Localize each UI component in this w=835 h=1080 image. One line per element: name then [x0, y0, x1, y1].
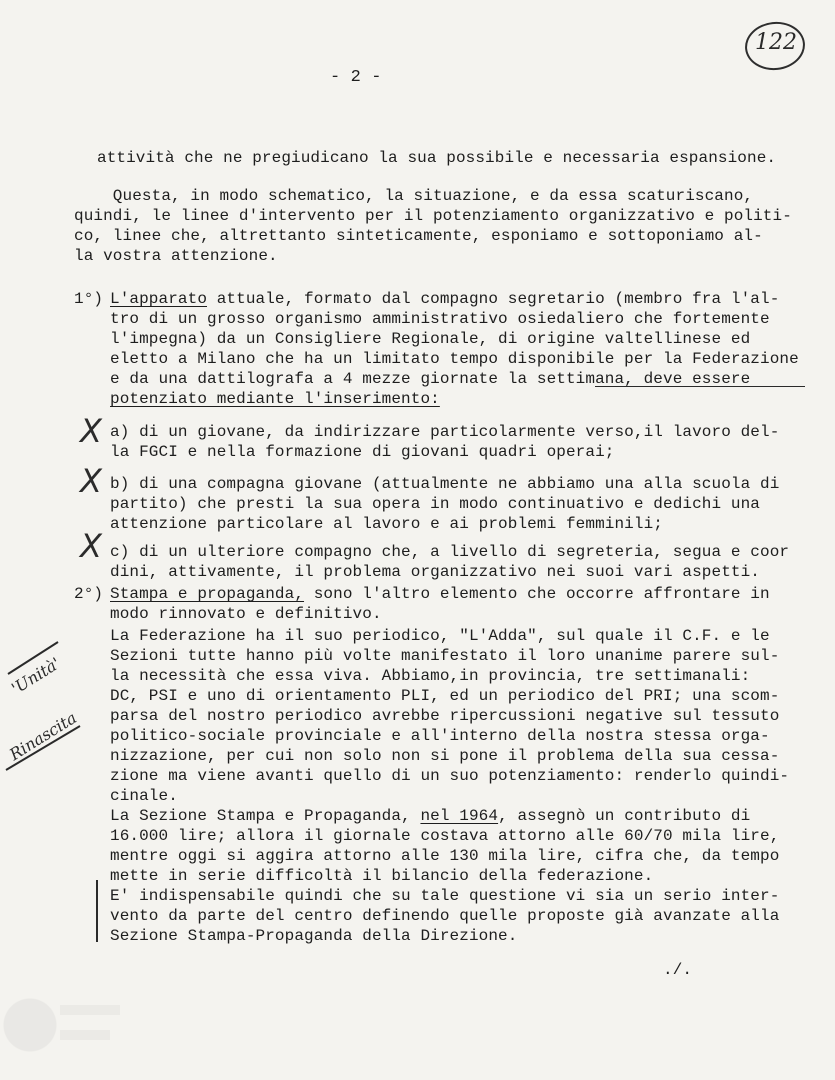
handwritten-x-mark: X — [80, 412, 102, 450]
item-line: nizzazione, per cui non solo non si pone il problema della sua cessa- — [110, 747, 780, 765]
subitem-line: dini, attivamente, il problema organizzativo nei suoi vari aspetti. — [110, 563, 761, 581]
item-line: e da una dattilografa a 4 mezze giornate la settimana, deve essere — [110, 370, 751, 388]
item-line: parsa del nostro periodico avrebbe ripercussioni negative sul tessuto — [110, 707, 780, 725]
paragraph-continuation: attività che ne pregiudicano la sua possibile e necessaria espansione. — [97, 149, 777, 167]
item-line — [110, 289, 779, 309]
item-line: DC, PSI e uno di orientamento PLI, ed un periodico del PRI; una scom- — [110, 687, 780, 705]
item-line: modo rinnovato e definitivo. — [110, 605, 382, 623]
item-line: Sezioni tutte hanno più volte manifestato il loro unanime parere sul- — [110, 647, 780, 665]
underlined-year: nel 1964 — [420, 807, 499, 825]
subitem-line: la FGCI e nella formazione di giovani quadri operai; — [110, 443, 615, 461]
item-number: 1°) — [74, 290, 104, 308]
item-line: politico-sociale provinciale e all'interno della nostra stessa orga- — [110, 727, 770, 745]
paragraph-line: la vostra attenzione. — [74, 247, 278, 265]
item-line: mette in serie difficoltà il bilancio della federazione. — [110, 867, 654, 885]
margin-note-line: 'Unità' — [8, 653, 64, 699]
item-lead: L'apparato — [110, 290, 208, 308]
item-line: 16.000 lire; allora il giornale costava attorno alle 60/70 mila lire, — [110, 827, 780, 845]
handwritten-x-mark: X — [80, 462, 102, 500]
item-line: l'impegna) da un Consigliere Regionale, di origine valtellinese ed — [110, 330, 751, 348]
item-text: sono l'altro elemento che occorre affrontare in — [304, 585, 770, 603]
item-line — [110, 584, 770, 604]
subitem-line: a) di un giovane, da indirizzare particolarmente verso,il lavoro del- — [110, 423, 780, 441]
item-line: vento da parte del centro definendo quelle proposte già avanzate alla — [110, 907, 780, 925]
item-text: attuale, formato dal compagno segretario (membro fra l'al- — [207, 290, 780, 308]
item-line: zione ma viene avanti quello di un suo potenziamento: renderlo quindi- — [110, 767, 790, 785]
item-line: mentre oggi si aggira attorno alle 130 mila lire, cifra che, da tempo — [110, 847, 780, 865]
subitem-line: c) di un ulteriore compagno che, a livello di segreteria, segua e coor — [110, 543, 790, 561]
item-line: E' indispensabile quindi che su tale questione vi sia un serio inter- — [110, 887, 780, 905]
subitem-line: b) di una compagna giovane (attualmente ne abbiamo una alla scuola di — [110, 475, 780, 493]
archive-watermark — [0, 985, 130, 1065]
item-line: la necessità che essa viva. Abbiamo,in provincia, tre settimanali: — [110, 667, 751, 685]
handwritten-x-mark: X — [80, 527, 102, 565]
subitem-line: partito) che presti la sua opera in modo continuativo e dedichi una — [110, 495, 761, 513]
item-text: La Sezione Stampa e Propaganda, — [110, 807, 421, 825]
item-line: La Federazione ha il suo periodico, "L'Adda", sul quale il C.F. e le — [110, 627, 770, 645]
item-line-underlined: potenziato mediante l'inserimento: — [110, 390, 440, 408]
underline-mark — [595, 386, 805, 387]
item-line: Sezione Stampa-Propaganda della Direzione. — [110, 927, 518, 945]
item-line — [110, 806, 750, 826]
paragraph-line: co, linee che, altrettanto sinteticamente, esponiamo e sottoponiamo al- — [74, 227, 763, 245]
margin-note-line: Rinascita — [6, 708, 80, 765]
page-number: - 2 - — [330, 68, 382, 87]
item-line: tro di un grosso organismo amministrativo osiedaliero che fortemente — [110, 310, 770, 328]
item-lead: Stampa e propaganda, — [110, 585, 305, 603]
item-text: , assegnò un contributo di — [498, 807, 751, 825]
continuation-mark: ./. — [663, 961, 693, 979]
stamp-number: 122 — [755, 30, 797, 55]
margin-bar — [96, 880, 98, 942]
paragraph-line: quindi, le linee d'intervento per il potenziamento organizzativo e politi- — [74, 207, 792, 225]
subitem-line: attenzione particolare al lavoro e ai problemi femminili; — [110, 515, 663, 533]
item-line: cinale. — [110, 787, 178, 805]
paragraph-line: Questa, in modo schematico, la situazione, e da essa scaturiscano, — [74, 187, 754, 205]
item-line: eletto a Milano che ha un limitato tempo disponibile per la Federazione — [110, 350, 799, 368]
item-number: 2°) — [74, 585, 104, 603]
